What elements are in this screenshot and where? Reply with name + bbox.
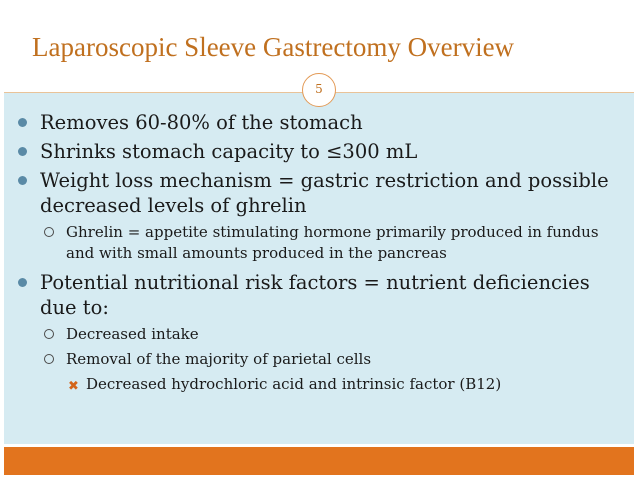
bullet-list xyxy=(16,110,626,395)
sub-sub-bullet-item xyxy=(16,374,626,395)
sub-bullet-text: Decreased intake xyxy=(66,325,199,343)
bullet-text: Shrinks stomach capacity to ≤300 mL xyxy=(40,140,418,163)
bullet-item xyxy=(16,168,626,218)
bullet-item xyxy=(16,270,626,320)
bullet-text: Potential nutritional risk factors = nutrient deficiencies due to: xyxy=(40,271,590,319)
footer-band xyxy=(4,447,634,475)
sub-bullet-text: Ghrelin = appetite stimulating hormone primarily produced in fundus and with small amounts produced in the pancreas xyxy=(66,223,599,262)
page-number-badge: 5 xyxy=(302,73,336,107)
hollow-circle-icon xyxy=(44,354,54,364)
sub-bullet-item xyxy=(16,222,626,264)
sub-sub-bullet-text: Decreased hydrochloric acid and intrinsic factor (B12) xyxy=(86,375,502,393)
x-mark-icon: ✖ xyxy=(68,379,79,394)
sub-bullet-item xyxy=(16,324,626,345)
bullet-text: Removes 60-80% of the stomach xyxy=(40,111,363,134)
bullet-item xyxy=(16,110,626,135)
hollow-circle-icon xyxy=(44,329,54,339)
hollow-circle-icon xyxy=(44,227,54,237)
slide-title: Laparoscopic Sleeve Gastrectomy Overview xyxy=(32,32,515,62)
sub-bullet-item xyxy=(16,349,626,370)
bullet-dot-icon xyxy=(18,176,27,185)
sub-bullet-text: Removal of the majority of parietal cells xyxy=(66,350,372,368)
bullet-text: Weight loss mechanism = gastric restriction and possible decreased levels of ghrelin xyxy=(40,169,609,217)
bullet-dot-icon xyxy=(18,118,27,127)
bullet-item xyxy=(16,139,626,164)
bullet-dot-icon xyxy=(18,278,27,287)
bullet-dot-icon xyxy=(18,147,27,156)
